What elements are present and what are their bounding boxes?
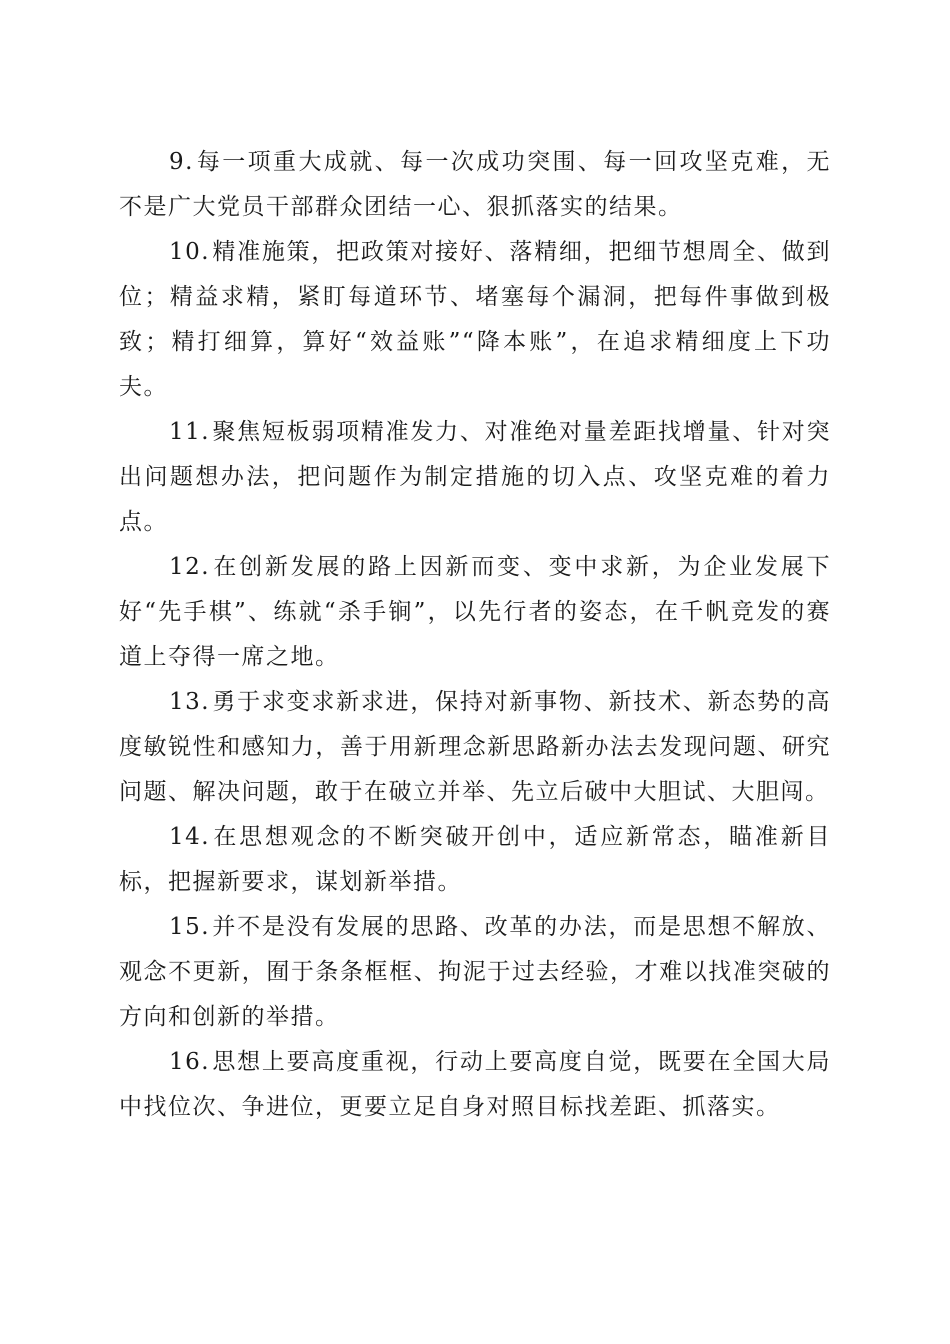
paragraph-text: 精准施策，把政策对接好、落精细，把细节想周全、做到位；精益求精，紧盯每道环节、堵塞每个漏洞，把每件事做到极致；精打细算，算好“效益账”“降本账”，在追求精细度上下功夫。 <box>119 239 831 400</box>
paragraph-10 <box>119 230 831 410</box>
paragraph-number: 9. <box>169 149 194 175</box>
paragraph-12 <box>119 545 831 680</box>
paragraph-13 <box>119 680 831 815</box>
paragraph-text: 每一项重大成就、每一次成功突围、每一回攻坚克难，无不是广大党员干部群众团结一心、狠抓落实的结果。 <box>119 149 831 220</box>
paragraph-number: 14. <box>169 824 211 850</box>
paragraph-text: 思想上要高度重视，行动上要高度自觉，既要在全国大局中找位次、争进位，更要立足自身对照目标找差距、抓落实。 <box>119 1049 831 1120</box>
paragraph-number: 13. <box>169 689 211 715</box>
document-body <box>119 140 831 1130</box>
paragraph-text: 勇于求变求新求进，保持对新事物、新技术、新态势的高度敏锐性和感知力，善于用新理念新思路新办法去发现问题、研究问题、解决问题，敢于在破立并举、先立后破中大胆试、大胆闯。 <box>119 689 831 805</box>
paragraph-text: 在思想观念的不断突破开创中，适应新常态，瞄准新目标，把握新要求，谋划新举措。 <box>119 824 831 895</box>
paragraph-number: 10. <box>169 239 211 265</box>
paragraph-16 <box>119 1040 831 1130</box>
paragraph-15 <box>119 905 831 1040</box>
paragraph-11 <box>119 410 831 545</box>
paragraph-number: 12. <box>169 554 211 580</box>
paragraph-text: 在创新发展的路上因新而变、变中求新，为企业发展下好“先手棋”、练就“杀手锏”，以先行者的姿态，在千帆竞发的赛道上夺得一席之地。 <box>119 554 831 670</box>
paragraph-number: 16. <box>169 1049 211 1075</box>
paragraph-text: 并不是没有发展的思路、改革的办法，而是思想不解放、观念不更新，囿于条条框框、拘泥于过去经验，才难以找准突破的方向和创新的举措。 <box>119 914 831 1030</box>
paragraph-number: 15. <box>169 914 211 940</box>
paragraph-number: 11. <box>169 419 211 445</box>
paragraph-14 <box>119 815 831 905</box>
paragraph-9 <box>119 140 831 230</box>
paragraph-text: 聚焦短板弱项精准发力、对准绝对量差距找增量、针对突出问题想办法，把问题作为制定措施的切入点、攻坚克难的着力点。 <box>119 419 831 535</box>
